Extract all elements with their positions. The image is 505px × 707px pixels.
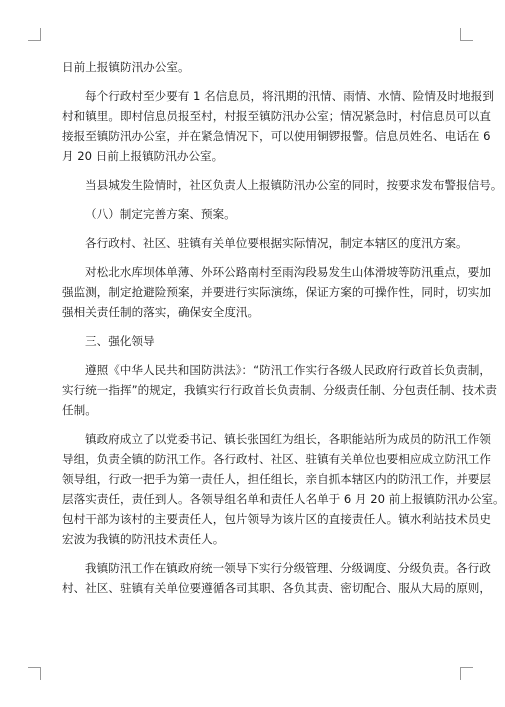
text-line: 每个行政村至少要有 1 名信息员，将汛期的汛情、雨情、水情、险情及时地报到 — [85, 89, 494, 103]
text-line: 月 20 日前上报镇防汛办公室。 — [62, 149, 224, 163]
text-line: 层落实责任，责任到人。各领导组名单和责任人名单于 6 月 20 前上报镇防汛办公室。 — [62, 492, 505, 506]
crop-mark-top-right — [460, 28, 473, 41]
text-line: 强监测，制定抢避险预案，并要进行实际演练，保证方案的可操作性，同时，切实加 — [62, 285, 491, 299]
text-line: 包村干部为该村的主要责任人，包片领导为该片区的直接责任人。镇水利站技术员史 — [62, 512, 491, 526]
crop-mark-bottom-left — [28, 667, 41, 680]
text-line: 任制。 — [62, 403, 97, 417]
text-line: （八）制定完善方案、预案。 — [85, 207, 236, 221]
text-line: 宏波为我镇的防汛技术责任人。 — [62, 532, 225, 546]
text-line: 村、社区、驻镇有关单位要遵循各司其职、各负其责、密切配合、服从大局的原则， — [62, 581, 491, 595]
text-line: 当县城发生险情时，社区负责人上报镇防汛办公室的同时，按要求发布警报信号。 — [85, 178, 503, 192]
text-line: 对松北水库坝体单薄、外环公路南村至雨沟段易发生山体滑坡等防汛重点，要加 — [85, 265, 491, 279]
text-line: 导组，负责全镇的防汛工作。各行政村、社区、驻镇有关单位也要相应成立防汛工作 — [62, 452, 491, 466]
text-line: 我镇防汛工作在镇政府统一领导下实行分级管理、分级调度、分级负责。各行政 — [85, 561, 491, 575]
text-line: 领导组，行政一把手为第一责任人，担任组长，亲自抓本辖区内的防汛工作，并要层 — [62, 472, 491, 486]
text-line: 日前上报镇防汛办公室。 — [62, 60, 190, 74]
text-line: 各行政村、社区、驻镇有关单位要根据实际情况，制定本辖区的度汛方案。 — [85, 236, 468, 250]
text-line: 村和镇里。即村信息员报至村，村报至镇防汛办公室；情况紧急时，村信息员可以直 — [62, 109, 491, 123]
text-line: 强相关责任制的落实，确保安全度汛。 — [62, 305, 260, 319]
text-line: 镇政府成立了以党委书记、镇长张国红为组长，各职能站所为成员的防汛工作领 — [85, 432, 491, 446]
text-line: 三、强化领导 — [85, 334, 155, 348]
text-line: 遵照《中华人民共和国防洪法》：“防汛工作实行各级人民政府行政首长负责制， — [85, 363, 491, 377]
crop-mark-top-left — [28, 28, 41, 41]
text-line: 接报至镇防汛办公室，并在紧急情况下，可以使用铜锣报警。信息员姓名、电话在 6 — [62, 129, 491, 143]
text-line: 实行统一指挥”的规定，我镇实行行政首长负责制、分级责任制、分包责任制、技术责 — [62, 383, 497, 397]
crop-mark-bottom-right — [460, 667, 473, 680]
